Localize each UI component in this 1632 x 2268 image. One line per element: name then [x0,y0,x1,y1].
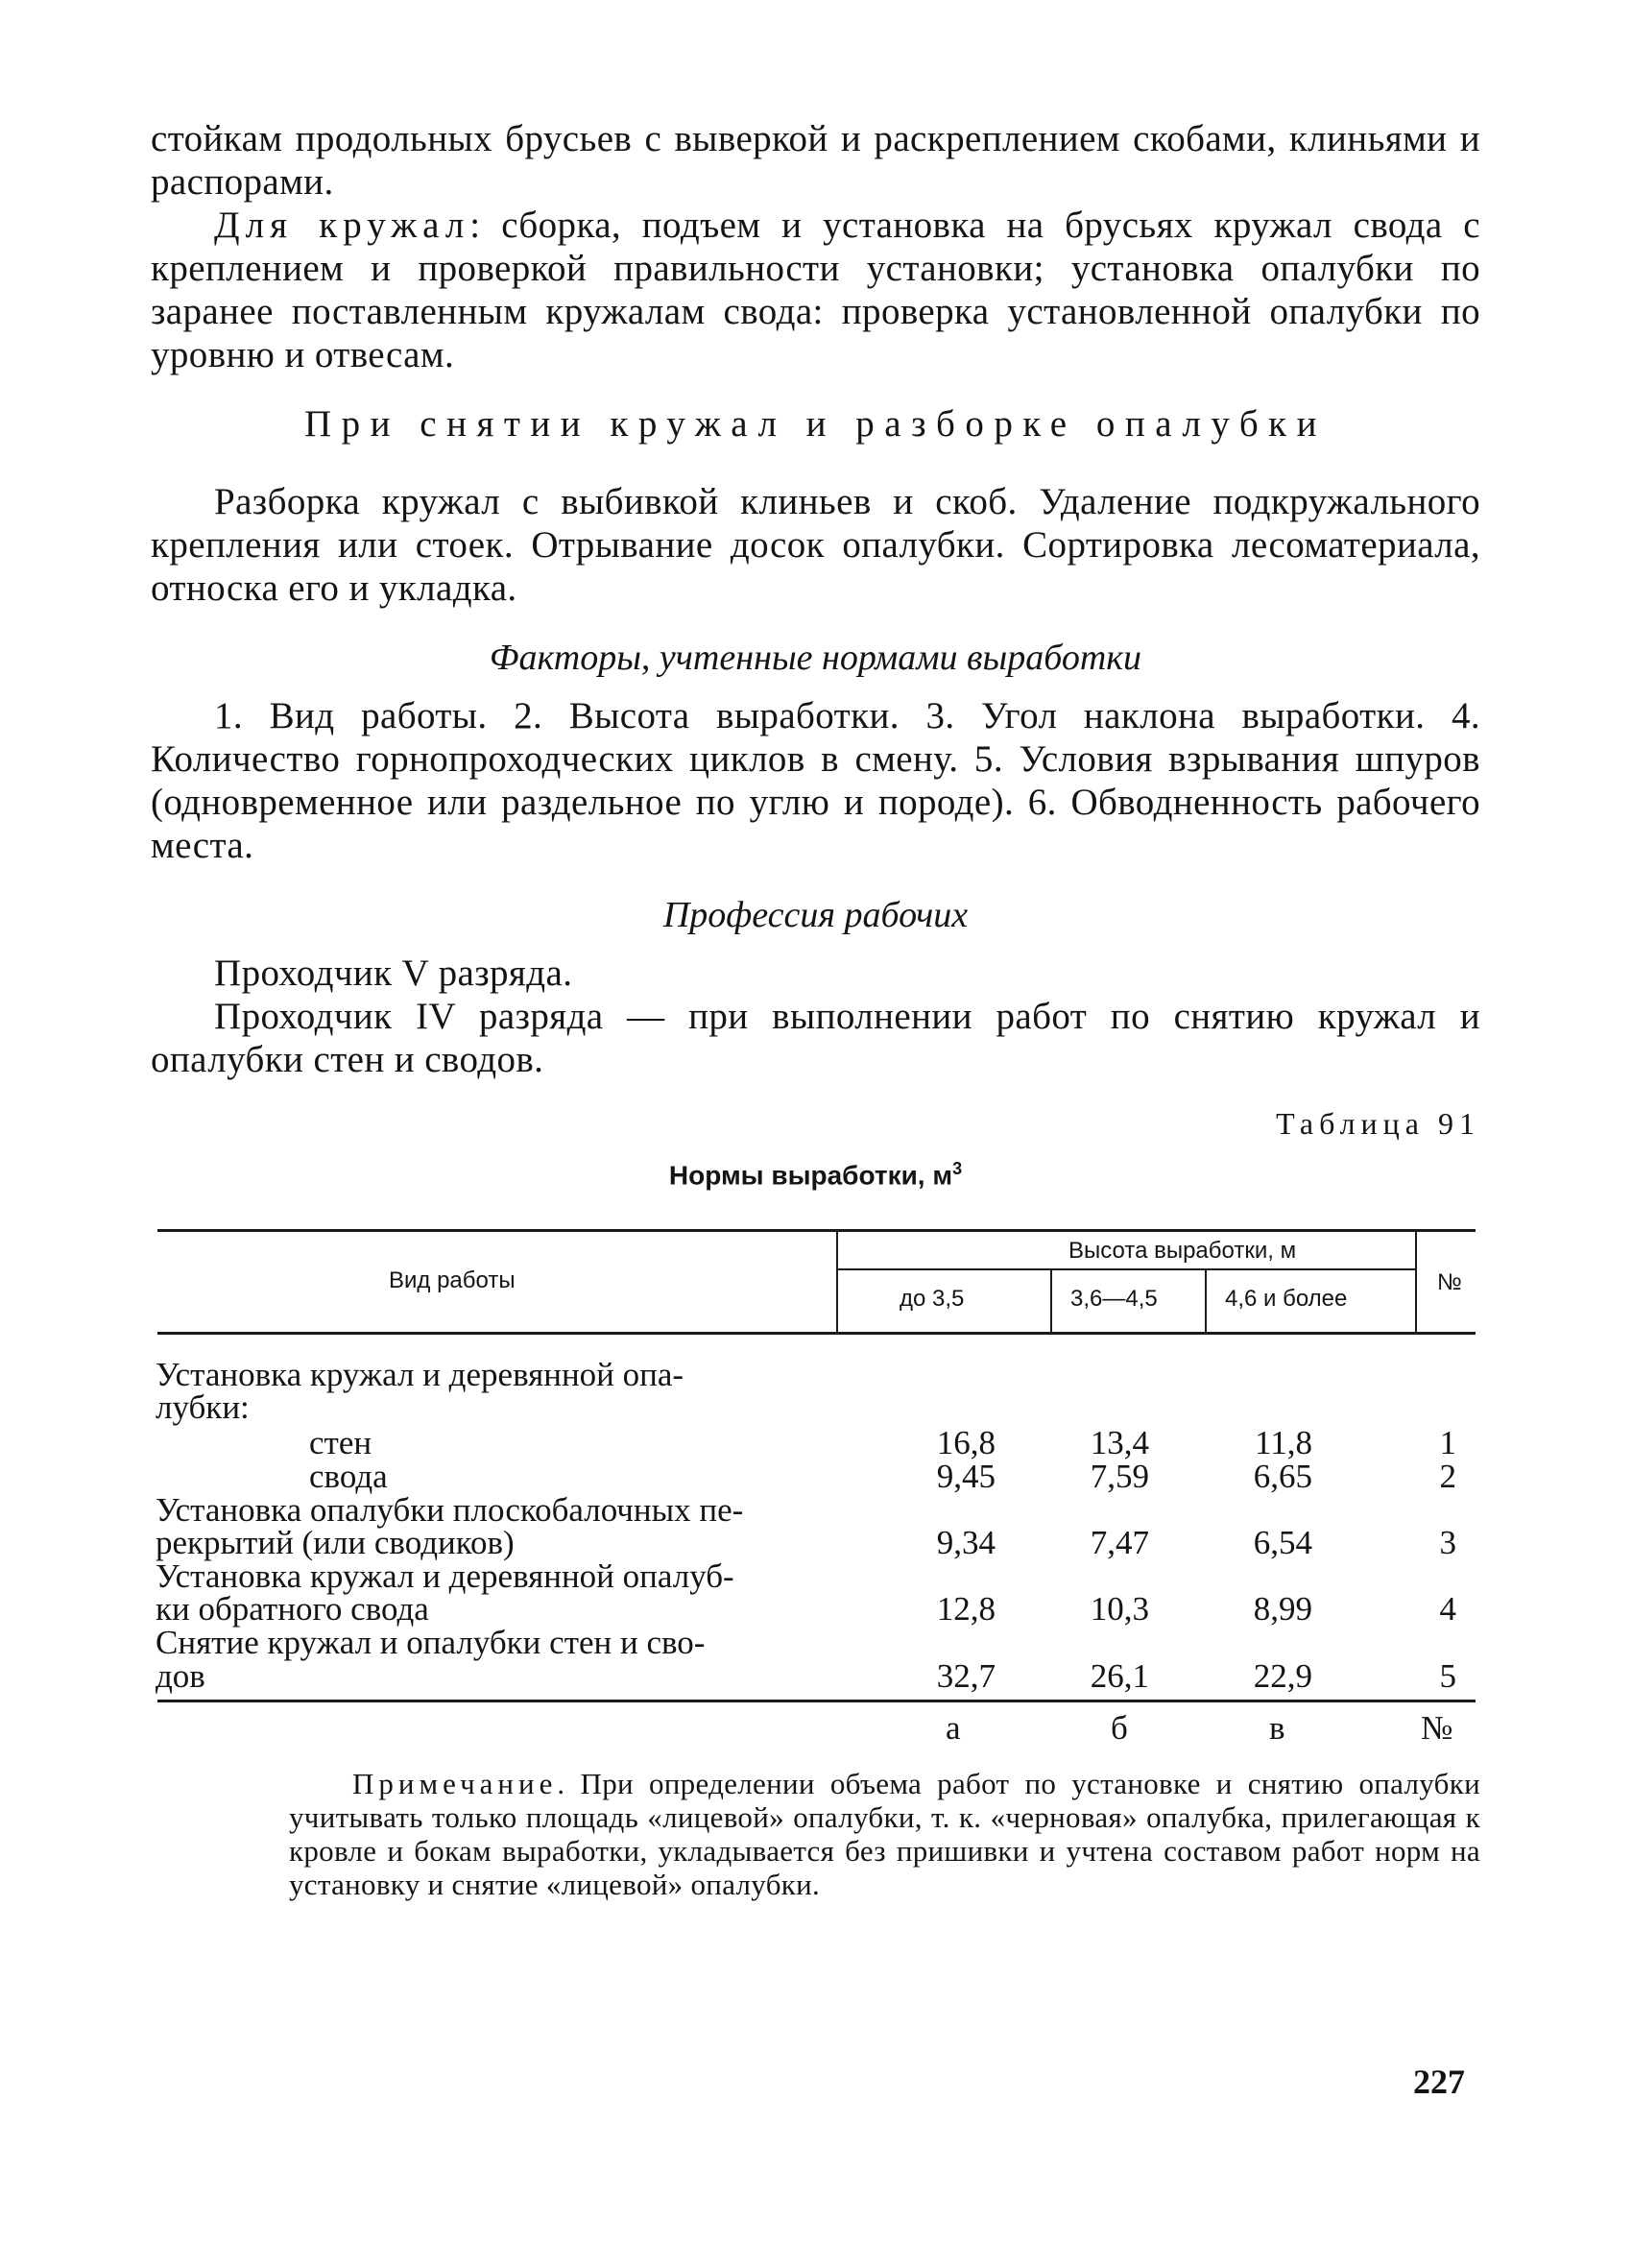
heading-profession: Профессия рабочих [662,895,969,935]
row-value-h1: 12,8 [936,1590,996,1629]
row-number: 2 [1439,1458,1456,1496]
row-value-h3: 6,54 [1253,1524,1312,1562]
row-number: 1 [1439,1424,1456,1462]
row-number: 4 [1439,1590,1456,1629]
row-value-h3: 11,8 [1255,1424,1312,1462]
note-text: . При определении объема работ по установке и снятию опалубки учитывать только площадь «лицевой» опалубки, т. к. «черновая» опалубка, прилегающая к кровле и бокам выработки, укладывается без пришивки и учтена составом работ норм на установку и снятие «лицевой» опалубки. [289,1767,1480,1901]
row-value-h2: 13,4 [1090,1424,1149,1462]
table-number: Таблица 91 [1276,1106,1480,1141]
footer-col-b: б [1111,1709,1128,1747]
page-content [151,117,1481,1901]
table-top-rule [157,1229,1476,1232]
table-title-superscript: 3 [952,1159,963,1178]
note-paragraph [289,1767,1480,1901]
table-bottom-rule [157,1700,1476,1702]
table-note [289,1767,1480,1901]
row-label: свода [309,1458,388,1496]
footer-col-a: а [946,1709,961,1747]
row-value-h1: 9,34 [936,1524,996,1562]
row-label-line1: Снятие кружал и опалубки стен и сво- [156,1624,706,1662]
row-label-line1: Установка опалубки плоскобалочных пе- [156,1491,744,1530]
col-work-header: Вид работы [389,1267,516,1294]
table-title [151,1159,1480,1191]
table-vline-2 [1050,1270,1052,1332]
spaced-label: Для кружал [214,205,470,246]
page-number: 227 [1413,2063,1465,2101]
paragraph-profession-2: Проходчик IV разряда — при выполнении работ по снятию кружал и опалубки стен и сводов. [151,996,1480,1080]
row-value-h2: 7,47 [1090,1524,1149,1562]
row-label-line2: ки обратного свода [156,1590,429,1629]
row-value-h1: 16,8 [936,1424,996,1462]
row-value-h1: 9,45 [936,1458,996,1496]
footer-col-v: в [1269,1709,1285,1747]
group1-label-line1: Установка кружал и деревянной опа- [156,1356,684,1394]
row-number: 3 [1439,1524,1456,1562]
table-header-rule [157,1332,1476,1335]
col-no-header: № [1437,1269,1462,1296]
paragraph-continuation: стойкам продольных брусьев с выверкой и раскреплением скобами, клиньями и распорами. [151,118,1480,203]
col-height-group-header: Высота выработки, м [1068,1238,1297,1265]
row-value-h3: 6,65 [1253,1458,1312,1496]
row-number: 5 [1439,1657,1456,1696]
row-label-line2: дов [156,1657,205,1696]
row-label: стен [309,1424,372,1462]
heading-factors: Факторы, учтенные нормами выработки [489,638,1142,678]
col-h2-header: 3,6—4,5 [1070,1286,1158,1313]
row-value-h2: 26,1 [1090,1657,1149,1696]
paragraph-factors: 1. Вид работы. 2. Высота выработки. 3. Угол наклона выработки. 4. Количество горнопроходческих циклов в смену. 5. Условия взрывания шпуров (одновременное или раздельное по углю и породе). 6. Обводненность рабочего места. [151,695,1480,866]
table-footer-row [151,1709,1480,1748]
paragraph-kruzhala [151,204,1480,376]
row-value-h2: 7,59 [1090,1458,1149,1496]
row-label-line2: рекрытий (или сводиков) [156,1524,515,1562]
group1-label-line2: лубки: [156,1388,250,1427]
row-value-h3: 8,99 [1253,1590,1312,1629]
row-label-line1: Установка кружал и деревянной опалуб- [156,1557,734,1596]
table-subheader-rule [838,1268,1415,1270]
table-vline-3 [1205,1270,1207,1332]
paragraph-profession-1: Проходчик V разряда. [214,953,573,994]
row-value-h2: 10,3 [1090,1590,1149,1629]
row-value-h1: 32,7 [936,1657,996,1696]
norms-table [151,1212,1480,1711]
table-title-text: Нормы выработки, м [668,1160,953,1191]
footer-col-no: № [1421,1709,1453,1747]
col-h3-header: 4,6 и более [1225,1286,1348,1313]
col-h1-header: до 3,5 [900,1286,965,1313]
paragraph-removal: Разборка кружал с выбивкой клиньев и скоб. Удаление подкружального крепления или стоек. Отрывание досок опалубки. Сортировка лесоматериала, относка его и укладка. [151,481,1480,609]
heading-removal: При снятии кружал и разборке опалубки [303,403,1328,445]
table-vline-4 [1415,1232,1417,1332]
table-vline-1 [836,1232,838,1332]
row-value-h3: 22,9 [1253,1657,1312,1696]
paragraph-kruzhala-text: : сборка, подъем и установка на брусьях кружал свода с креплением и проверкой правильности установки; установка опалубки по заранее поставленным кружалам свода: проверка установленной опалубки по уровню и отвесам. [151,205,1481,375]
note-label: Примечание [352,1767,558,1800]
